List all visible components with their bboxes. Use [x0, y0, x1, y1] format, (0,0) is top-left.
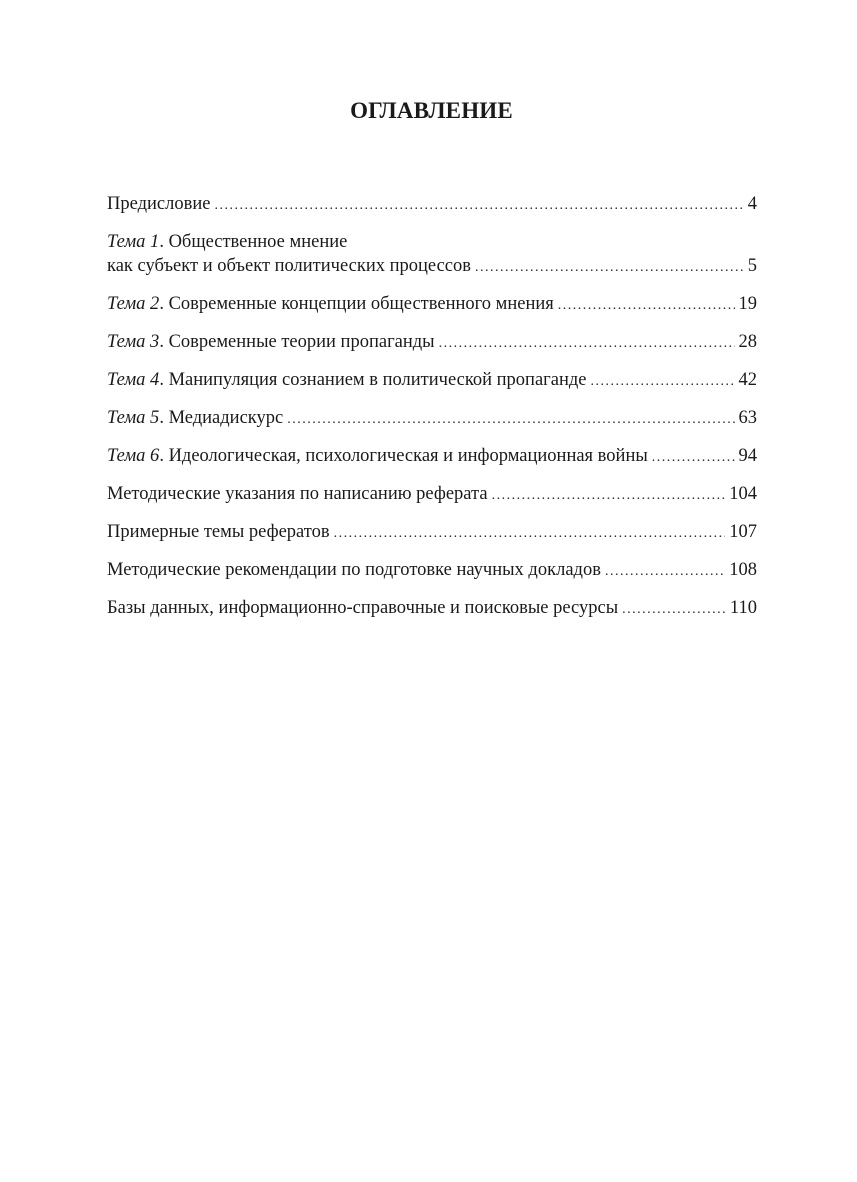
toc-page-number: 5 [747, 256, 757, 276]
toc-entry-label: Предисловие [107, 194, 211, 214]
toc-entry-label: Базы данных, информационно-справочные и поисковые ресурсы [107, 598, 619, 618]
toc-title: ОГЛАВЛЕНИЕ [350, 98, 513, 123]
toc-page-number: 108 [729, 560, 757, 580]
toc-entry-essay-guidelines[interactable] [107, 482, 757, 506]
toc-entry-label: Тема 6. Идеологическая, психологическая и информационная войны [107, 446, 648, 466]
toc-entry-label-continued: как субъект и объект политических процессов [107, 256, 472, 276]
topic-prefix: Тема 1 [107, 232, 160, 252]
toc-entry-label: Примерные темы рефератов [107, 522, 330, 542]
toc-page-number: 28 [738, 332, 757, 352]
toc-entry-topic-1[interactable] [107, 230, 757, 278]
leader-dots [558, 296, 735, 316]
toc-entry-topic-4[interactable] [107, 368, 757, 392]
leader-dots [287, 410, 734, 430]
toc-page-number: 104 [729, 484, 757, 504]
leader-dots [622, 600, 726, 620]
topic-prefix: Тема 6 [107, 446, 160, 466]
toc-entry-topic-2[interactable] [107, 292, 757, 316]
leader-dots [214, 196, 743, 216]
leader-dots [334, 524, 726, 544]
toc-entry-topic-6[interactable] [107, 444, 757, 468]
toc-entry-topic-3[interactable] [107, 330, 757, 354]
leader-dots [605, 562, 725, 582]
toc-page-number: 94 [738, 446, 757, 466]
leader-dots [439, 334, 735, 354]
toc-page-number: 42 [738, 370, 757, 390]
toc-entry-databases[interactable] [107, 596, 757, 620]
topic-prefix: Тема 5 [107, 408, 160, 428]
table-of-contents [107, 192, 757, 634]
toc-page-number: 4 [747, 194, 757, 214]
leader-dots [492, 486, 726, 506]
toc-entry-essay-topics[interactable] [107, 520, 757, 544]
toc-entry-label: Тема 5. Медиадискурс [107, 408, 284, 428]
leader-dots [475, 258, 744, 278]
toc-entry-topic-5[interactable] [107, 406, 757, 430]
toc-entry-label: Тема 4. Манипуляция сознанием в политической пропаганде [107, 370, 587, 390]
toc-page-number: 63 [738, 408, 757, 428]
topic-prefix: Тема 4 [107, 370, 160, 390]
toc-entry-label: Тема 1. Общественное мнение [107, 232, 348, 252]
toc-entry-label: Методические указания по написанию реферата [107, 484, 488, 504]
toc-entry-label: Тема 2. Современные концепции общественного мнения [107, 294, 554, 314]
topic-prefix: Тема 3 [107, 332, 160, 352]
toc-entry-label: Тема 3. Современные теории пропаганды [107, 332, 435, 352]
toc-entry-label: Методические рекомендации по подготовке научных докладов [107, 560, 601, 580]
leader-dots [591, 372, 735, 392]
topic-prefix: Тема 2 [107, 294, 160, 314]
toc-page-number: 107 [729, 522, 757, 542]
leader-dots [652, 448, 735, 468]
toc-entry-preface[interactable] [107, 192, 757, 216]
toc-page-number: 19 [738, 294, 757, 314]
toc-entry-report-recommendations[interactable] [107, 558, 757, 582]
toc-page-number: 110 [729, 598, 757, 618]
